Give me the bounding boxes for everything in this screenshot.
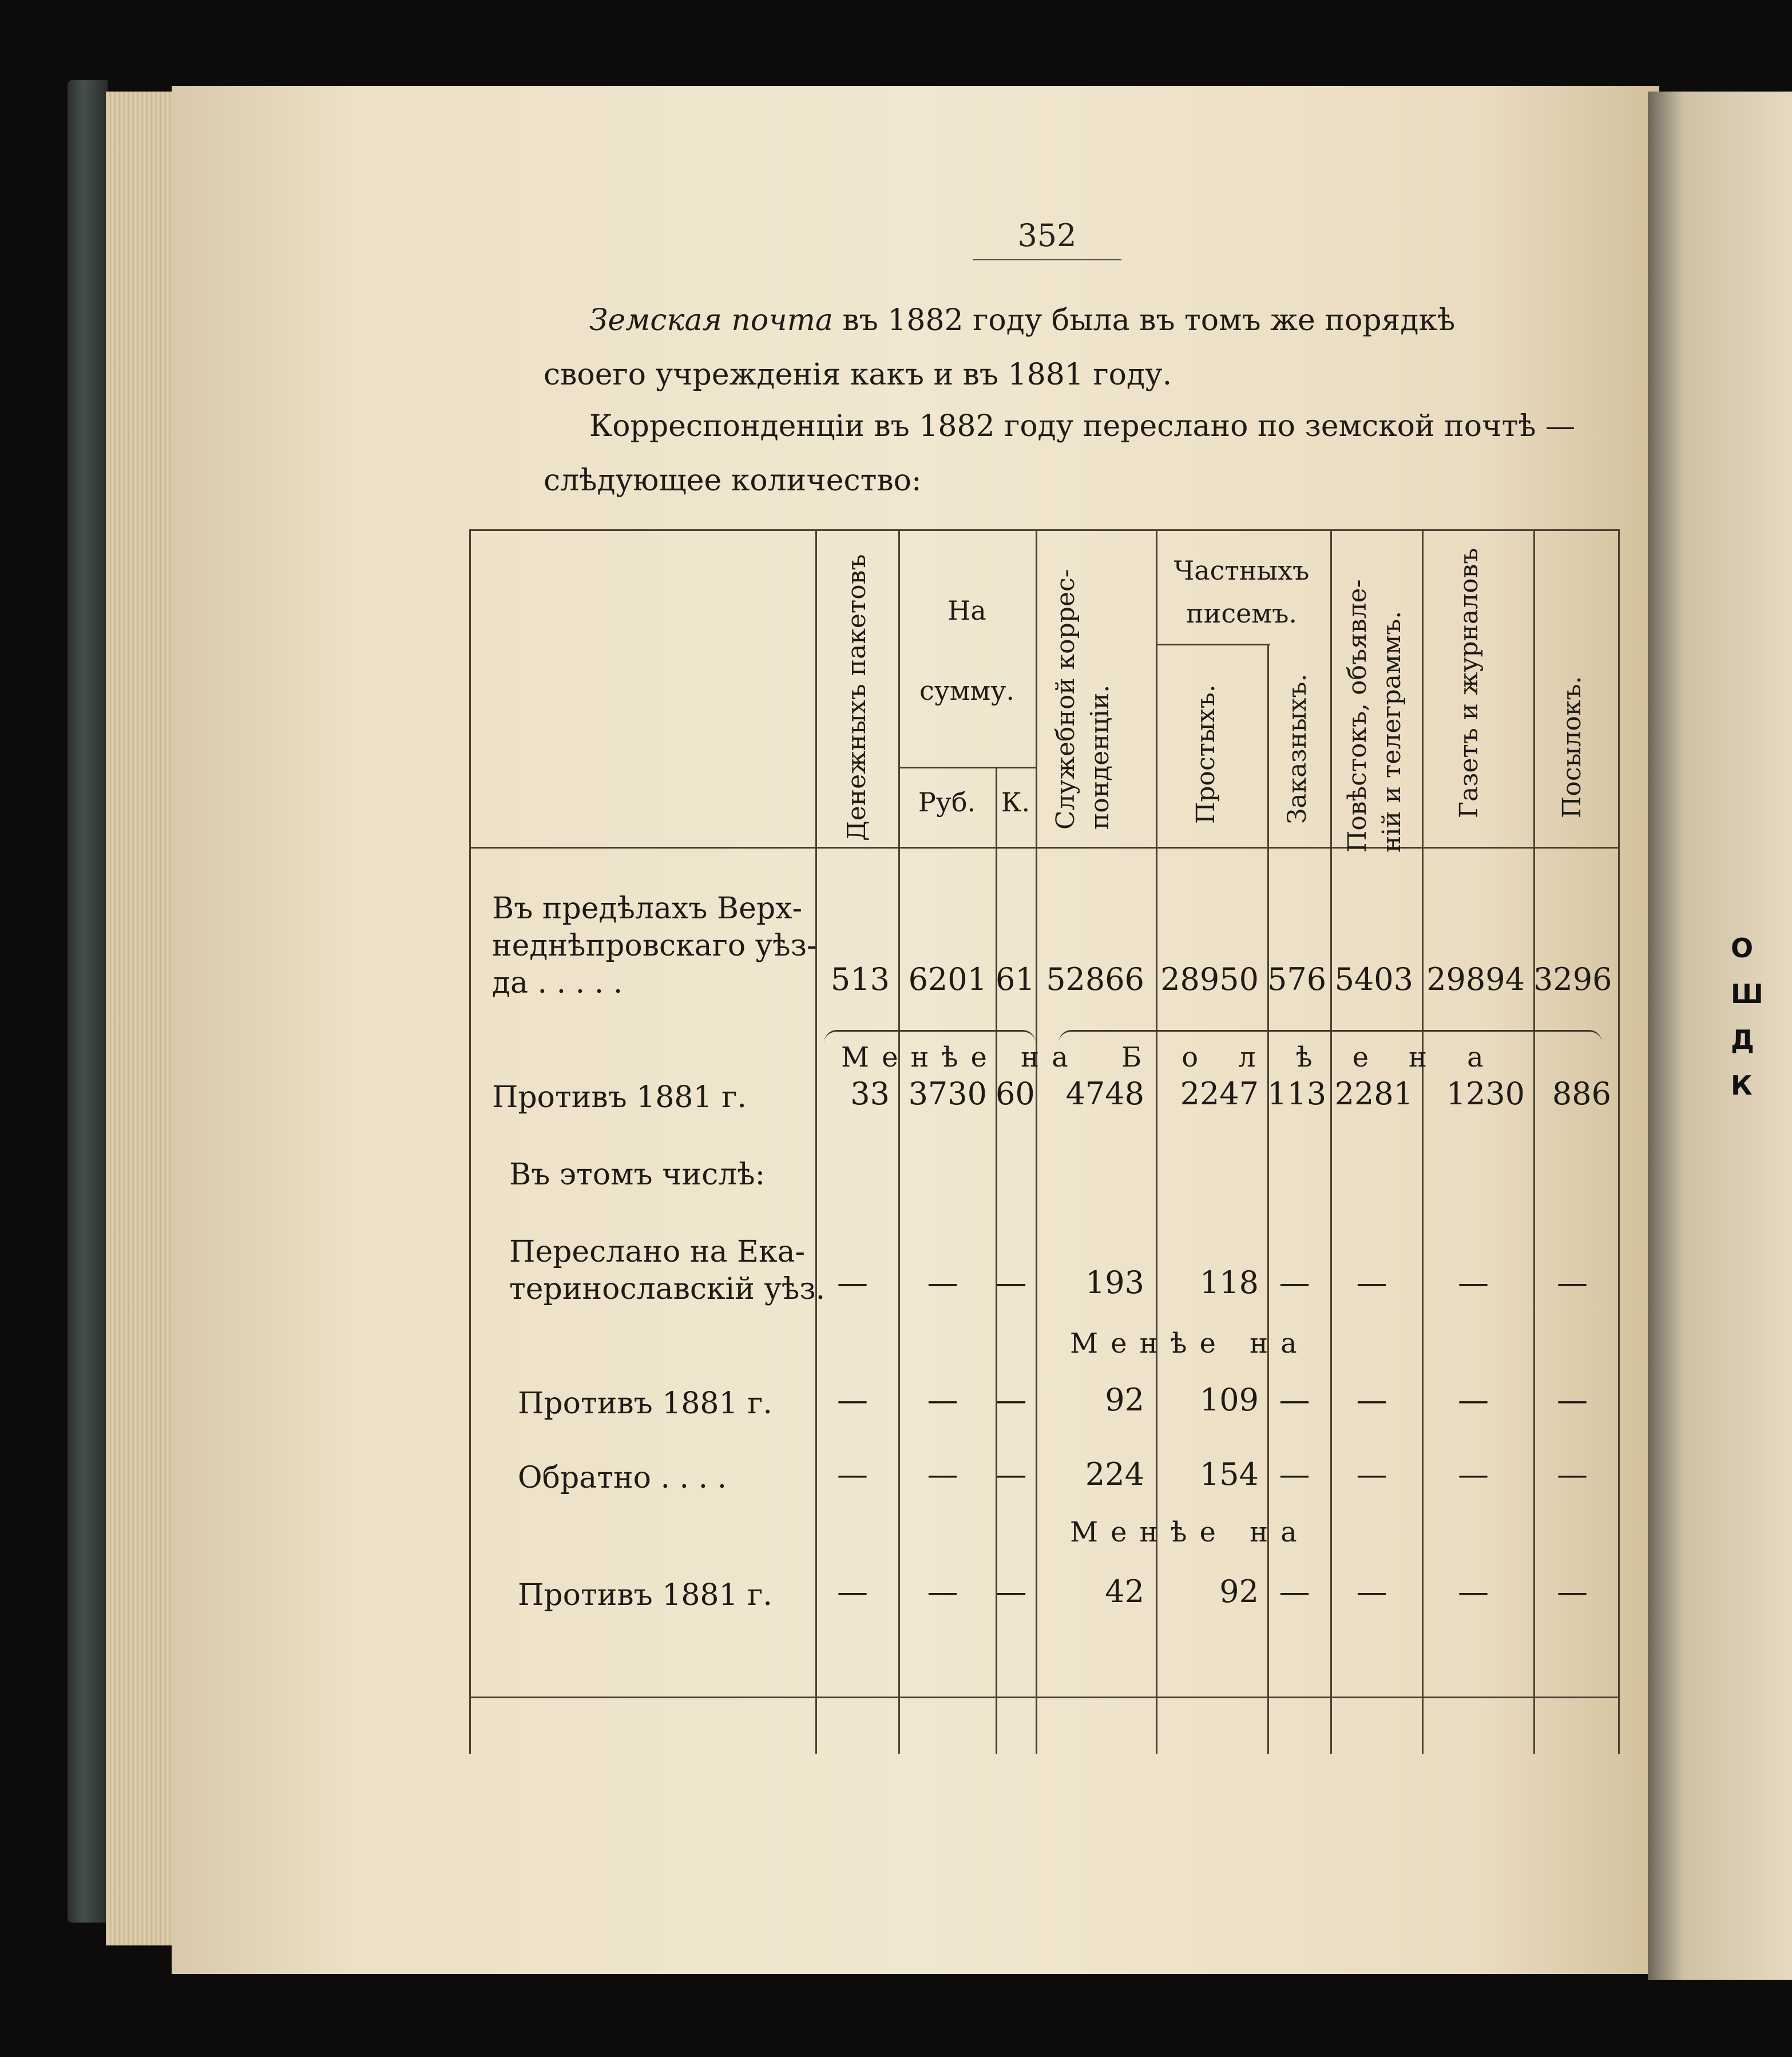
- header-summons: Повѣстокъ, объявле-: [1343, 579, 1372, 853]
- table-header-rule: [469, 847, 1619, 849]
- row-label-sent-1: Переслано на Ека-: [509, 1235, 806, 1269]
- col-rule: [1156, 529, 1157, 1754]
- table-cell: 42: [1105, 1574, 1144, 1610]
- table-cell: 224: [1085, 1456, 1144, 1492]
- header-summons-2: ній и телеграммъ.: [1377, 611, 1406, 853]
- table-cell: —: [1557, 1574, 1588, 1610]
- page-number: 352: [973, 217, 1121, 260]
- table-cell: —: [1356, 1382, 1387, 1418]
- in-this-number: Въ этомъ числѣ:: [509, 1158, 766, 1192]
- header-parcels: Посылокъ.: [1557, 676, 1587, 818]
- table-cell: 29894: [1426, 961, 1525, 997]
- row-label-district-1: Въ предѣлахъ Верх-: [492, 891, 803, 926]
- row-label-back-vs: Противъ 1881 г.: [518, 1578, 772, 1612]
- private-subheader-rule: [1156, 644, 1270, 645]
- header-registered: Заказныхъ.: [1283, 673, 1312, 824]
- table-cell: —: [1557, 1265, 1588, 1301]
- table-cell: —: [837, 1382, 868, 1418]
- table-cell: 33: [850, 1076, 890, 1112]
- table-cell: 92: [1219, 1574, 1259, 1610]
- table-cell: 113: [1267, 1076, 1327, 1112]
- facing-page-letter: Д: [1731, 1024, 1754, 1055]
- table-cell: 4748: [1065, 1076, 1144, 1112]
- table-cell: 576: [1267, 961, 1327, 997]
- header-simple: Простыхъ.: [1191, 684, 1220, 824]
- table-cell: 3296: [1533, 961, 1612, 997]
- col-rule: [1422, 529, 1424, 1754]
- facing-page-letter: К: [1731, 1070, 1753, 1101]
- header-rub: Руб.: [918, 787, 976, 818]
- row-label-sent-2: теринославскій уѣз.: [509, 1272, 826, 1306]
- table-cell: 6201: [908, 961, 987, 997]
- paragraph-1-line-2: своего учрежденія какъ и въ 1881 году.: [544, 358, 1172, 392]
- header-official-2: понденціи.: [1085, 684, 1115, 830]
- table-cell: —: [1356, 1456, 1387, 1492]
- table-cell: —: [1279, 1456, 1310, 1492]
- table-cell: 118: [1199, 1265, 1259, 1301]
- header-official: Служебной коррес-: [1051, 569, 1080, 830]
- paragraph-2-line-1: Корреспонденціи въ 1882 году переслано по земской почтѣ —: [589, 409, 1576, 443]
- table-cell: 2281: [1334, 1076, 1413, 1112]
- table-cell: —: [1279, 1574, 1310, 1610]
- table-cell: —: [927, 1456, 958, 1492]
- header-money-packets: Денежныхъ пакетовъ: [842, 554, 871, 841]
- table-cell: —: [1557, 1382, 1588, 1418]
- table-cell: —: [996, 1265, 1027, 1301]
- table-cell: 2247: [1180, 1076, 1259, 1112]
- zemstvo-post-italic: Земская почта: [589, 303, 833, 338]
- note-less-by: Менѣе на: [841, 1041, 1081, 1073]
- table-cell: 886: [1552, 1076, 1611, 1112]
- col-rule: [1036, 529, 1037, 1754]
- row-label-vs1881: Противъ 1881 г.: [492, 1080, 747, 1115]
- table-cell: —: [1279, 1382, 1310, 1418]
- note-more-by: Болѣена: [1121, 1041, 1524, 1073]
- paragraph-1-line-1-rest: въ 1882 году была въ томъ же порядкѣ: [832, 303, 1456, 338]
- sum-subheader-rule: [898, 767, 1036, 768]
- table-cell: —: [1458, 1265, 1489, 1301]
- table-cell: 513: [830, 961, 890, 997]
- row-label-district-2: неднѣпровскаго уѣз-: [492, 929, 817, 963]
- table-cell: —: [1279, 1265, 1310, 1301]
- col-rule: [1330, 529, 1332, 1754]
- table-cell: —: [837, 1574, 868, 1610]
- note-less-by-2: Менѣе на: [1070, 1327, 1310, 1360]
- table-cell: —: [996, 1456, 1027, 1492]
- header-sum-line1: На: [947, 595, 986, 626]
- header-sum-line2: сумму.: [919, 675, 1015, 706]
- table-cell: —: [1356, 1574, 1387, 1610]
- row-label-district-3: да . . . . .: [492, 966, 623, 1000]
- table-cell: —: [1458, 1456, 1489, 1492]
- table-cell: —: [927, 1574, 958, 1610]
- facing-page-letter: Ш: [1731, 978, 1763, 1009]
- col-rule: [898, 529, 900, 1754]
- note-less-by-3: Менѣе на: [1070, 1516, 1310, 1548]
- table-cell: 92: [1105, 1382, 1144, 1418]
- table-cell: —: [927, 1382, 958, 1418]
- col-rule: [1533, 529, 1535, 1754]
- table-cell: 193: [1085, 1265, 1144, 1301]
- header-newspapers: Газетъ и журналовъ: [1454, 548, 1484, 818]
- table-cell: 3730: [908, 1076, 987, 1112]
- table-cell: 5403: [1334, 961, 1413, 997]
- table-cell: 28950: [1160, 961, 1259, 997]
- facing-page-letter: О: [1731, 933, 1754, 964]
- table-cell: 52866: [1046, 961, 1144, 997]
- table-cell: 60: [996, 1076, 1035, 1112]
- table-bottom-rule: [469, 1697, 1619, 1698]
- table-cell: —: [837, 1456, 868, 1492]
- table-top-rule: [469, 529, 1619, 531]
- table-cell: —: [1458, 1574, 1489, 1610]
- table-cell: —: [1458, 1382, 1489, 1418]
- table-cell: —: [1356, 1265, 1387, 1301]
- book-spine: [68, 80, 108, 1923]
- table-cell: —: [837, 1265, 868, 1301]
- table-cell: 61: [996, 961, 1035, 997]
- table-cell: 154: [1199, 1456, 1259, 1492]
- table-cell: —: [996, 1574, 1027, 1610]
- header-kop: К.: [1001, 787, 1030, 818]
- row-label-back: Обратно . . . .: [518, 1461, 727, 1495]
- table-cell: 1230: [1446, 1076, 1525, 1112]
- col-rule: [815, 529, 817, 1754]
- row-label-sent-vs: Противъ 1881 г.: [518, 1386, 772, 1421]
- table-left-rule: [469, 529, 471, 1754]
- header-private-1: Частныхъ: [1173, 555, 1310, 586]
- table-right-rule: [1618, 529, 1620, 1754]
- table-cell: —: [996, 1382, 1027, 1418]
- paragraph-1-line-1: [589, 303, 1455, 338]
- table-cell: 109: [1199, 1382, 1259, 1418]
- table-cell: —: [1557, 1456, 1588, 1492]
- table-cell: —: [927, 1265, 958, 1301]
- paragraph-2-line-2: слѣдующее количество:: [544, 463, 922, 498]
- header-private-2: писемъ.: [1186, 598, 1297, 629]
